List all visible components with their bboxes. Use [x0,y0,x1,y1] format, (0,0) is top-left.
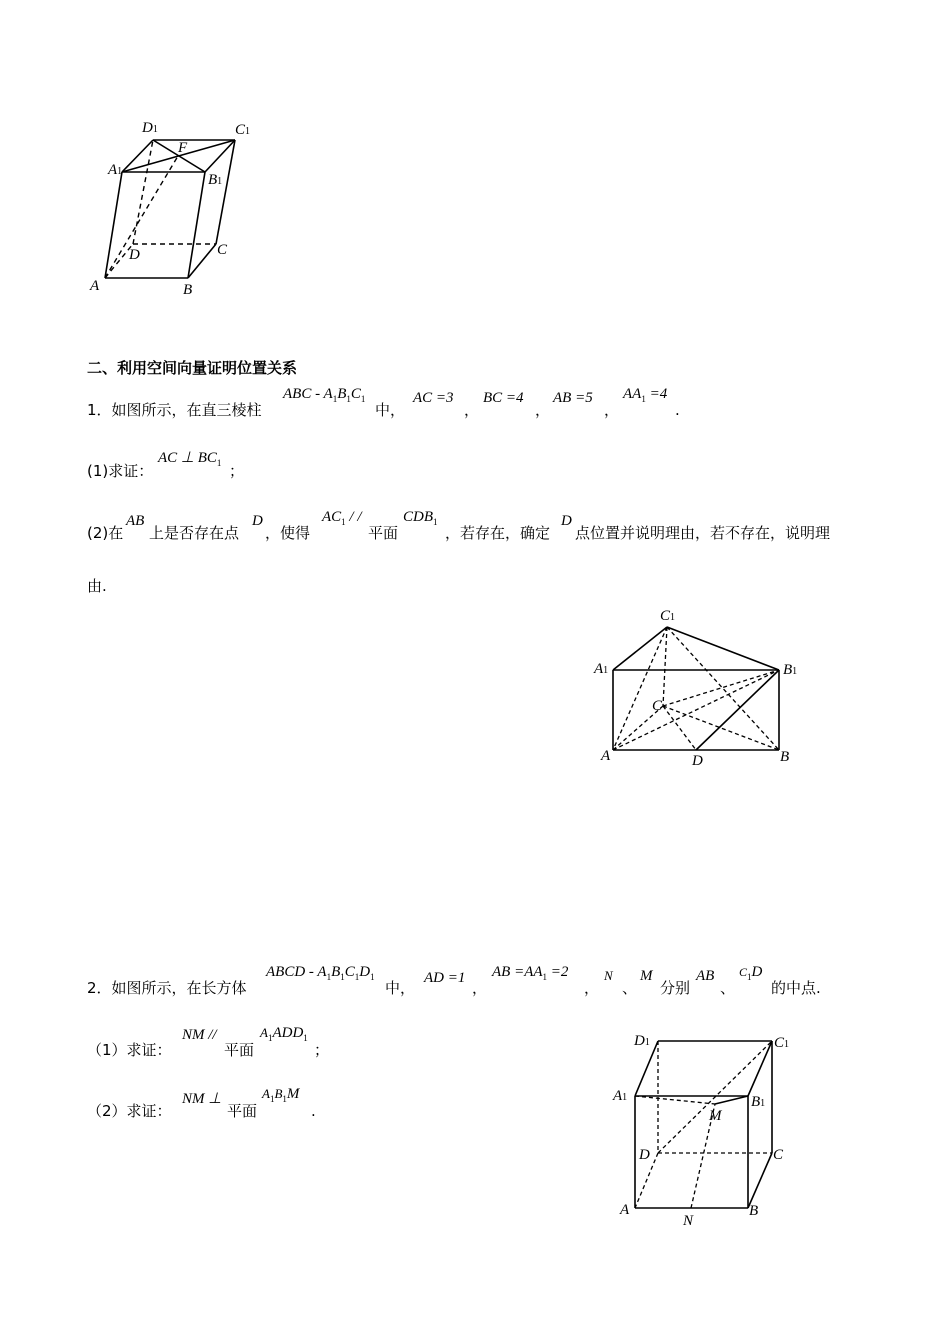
label-a1: A1 [613,1088,628,1104]
comma: ， [604,401,620,419]
label-c1: C1 [660,608,676,624]
seg-c1d: $C_1D$ [739,964,763,982]
period: . [675,401,680,419]
text-zhong: 中， [375,401,406,419]
label-b1: B1 [783,662,798,678]
section-title: 二、利用空间向量证明位置关系 [87,359,298,377]
label-c: C [773,1147,784,1163]
label-c1: C1 [774,1035,790,1051]
p1-q2-t1: 上是否存在点 [149,524,240,542]
p2-q2-plane-name: $A_1B_1M$ [262,1086,300,1104]
label-d1: D1 [634,1033,650,1049]
label-c: C [652,698,663,714]
label-f: F [178,140,188,156]
label-b1: B1 [751,1094,766,1110]
bc-value: BC =4 [483,390,524,406]
text-midpoint: 的中点. [771,979,821,997]
figure-parallelepiped [80,112,250,302]
p1-q2-plane: 平面 [368,524,399,542]
dun-mark: 、 [622,979,638,997]
box-expr: ABCD - $A_1B_1C_1D_1$ [266,964,375,982]
problem-2-statement: 2．如图所示，在长方体 [87,979,247,997]
label-n: N [683,1213,694,1229]
ab-value: AB =5 [553,390,593,406]
ac-value: AC =3 [413,390,454,406]
p1-q2-prefix: (2)在 [87,524,124,542]
p1-q2-cdb1: $CDB_1$ [403,509,438,527]
ab-aa1-value: AB $=AA_1 =2$ [492,964,569,982]
p2-q2-plane: 平面 [227,1102,258,1120]
problem-1-statement: 1．如图所示，在直三棱柱 [87,401,262,419]
prism-expr: ABC - $A_1B_1C_1$ [283,386,366,404]
label-b: B [749,1203,759,1219]
label-b1: B1 [208,172,223,188]
semicolon: ； [314,1041,330,1059]
text-fenbie: 分别 [660,979,691,997]
p1-q2-d: D [252,513,263,529]
figure-cuboid [605,1022,810,1232]
p1-q2-t3: ，若存在，确定 [445,524,551,542]
p2-q1-plane: 平面 [224,1041,255,1059]
p1-q2-d2: D [561,513,572,529]
label-a: A [90,278,100,294]
comma: ， [584,979,600,997]
label-a: A [620,1202,630,1218]
label-b: B [183,282,193,298]
p2-q2-expr: NM ⊥ [182,1091,222,1107]
p1-q2-t4: 点位置并说明理由，若不存在，说明理 [575,524,831,542]
p2-q1-expr: NM // [182,1027,217,1043]
label-c1: C1 [235,122,250,138]
p2-q2-prefix: （2）求证： [87,1102,172,1120]
point-n: N [604,968,613,983]
label-a1: A1 [108,162,123,178]
text-zhong: 中， [385,979,416,997]
comma: ， [472,979,488,997]
label-c: C [217,242,228,258]
label-b: B [780,749,790,765]
p1-q1-expr: AC ⊥ $BC_1$ [158,450,222,468]
label-d: D [639,1147,650,1163]
p2-q1-prefix: （1）求证： [87,1041,172,1059]
ad-value: AD =1 [424,970,466,986]
figure-triangular-prism [590,602,810,772]
label-d: D [692,753,703,769]
p1-q2-t5: 由. [87,577,107,595]
seg-ab: AB [696,968,715,984]
point-m: M [640,968,653,984]
label-d: D [129,247,140,263]
p1-q2-t2: ，使得 [265,524,311,542]
semicolon: ； [229,462,245,480]
label-a: A [601,748,611,764]
p1-q1-prefix: (1)求证： [87,462,154,480]
label-a1: A1 [594,661,609,677]
period: . [311,1102,316,1120]
comma: ， [464,401,480,419]
dun-mark: 、 [720,979,736,997]
label-m: M [709,1108,722,1124]
label-d1: D1 [142,120,158,136]
p1-q2-ab: AB [126,513,145,529]
comma: ， [535,401,551,419]
aa1-value: $AA_1 =4$ [623,386,668,404]
p1-q2-ac1: $AC_1$ / / [322,509,362,527]
p2-q1-plane-name: $A_1ADD_1$ [260,1025,308,1043]
